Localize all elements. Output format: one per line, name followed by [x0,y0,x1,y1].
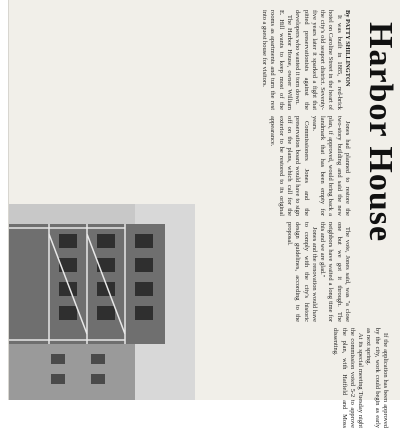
text-column-4 [201,328,389,428]
paragraph: Commissioners Jones and the preservation board would have to sign off on the plans, which call for the exterior to be restored to its original appearance. [269,116,310,216]
paragraph: It was built in 1885, a red-brick hotel on Caroline Street in the heart of the city's old seaport district. Seventy-five years later it sparked a fight that pitted preservationists against the developers who wanted it torn down. [294,10,343,110]
building-photo-icon [9,204,195,400]
building-photo [9,204,195,400]
paragraph: Jones and the renovation would have to comply with the city's historic design guidelines, according to the proposal. [285,222,318,322]
paragraph: If the application has been approved by the city, work could begin as early as next spring. [365,328,389,428]
text-column-2 [13,116,351,216]
paragraph: Jones had planned to restore the two-story building and said the new plan, if approved, would bring back a landmark that has been empty for years. [310,116,351,216]
paragraph: At its special meeting Tuesday night the commission voted 5-2 to approve the plan, with Hatfield and Moss dissenting. [332,328,365,428]
text-column-1 [13,10,351,110]
newspaper-clipping [8,0,400,428]
text-column-3 [201,222,351,322]
paragraph: The vote, Jones said, was "a close one but we got it through. The neighbors have waited a long time for this and we are glad." [319,222,351,322]
article-headline: Harbor House [362,22,399,243]
rotated-article [9,0,400,428]
byline: By PATTY SHILLINGTON [344,10,351,87]
paragraph: The Harbor House, owner William E. Hill wants to keep most of the rooms as apartments and turn the rest into a guest house for visitors. [261,10,293,110]
